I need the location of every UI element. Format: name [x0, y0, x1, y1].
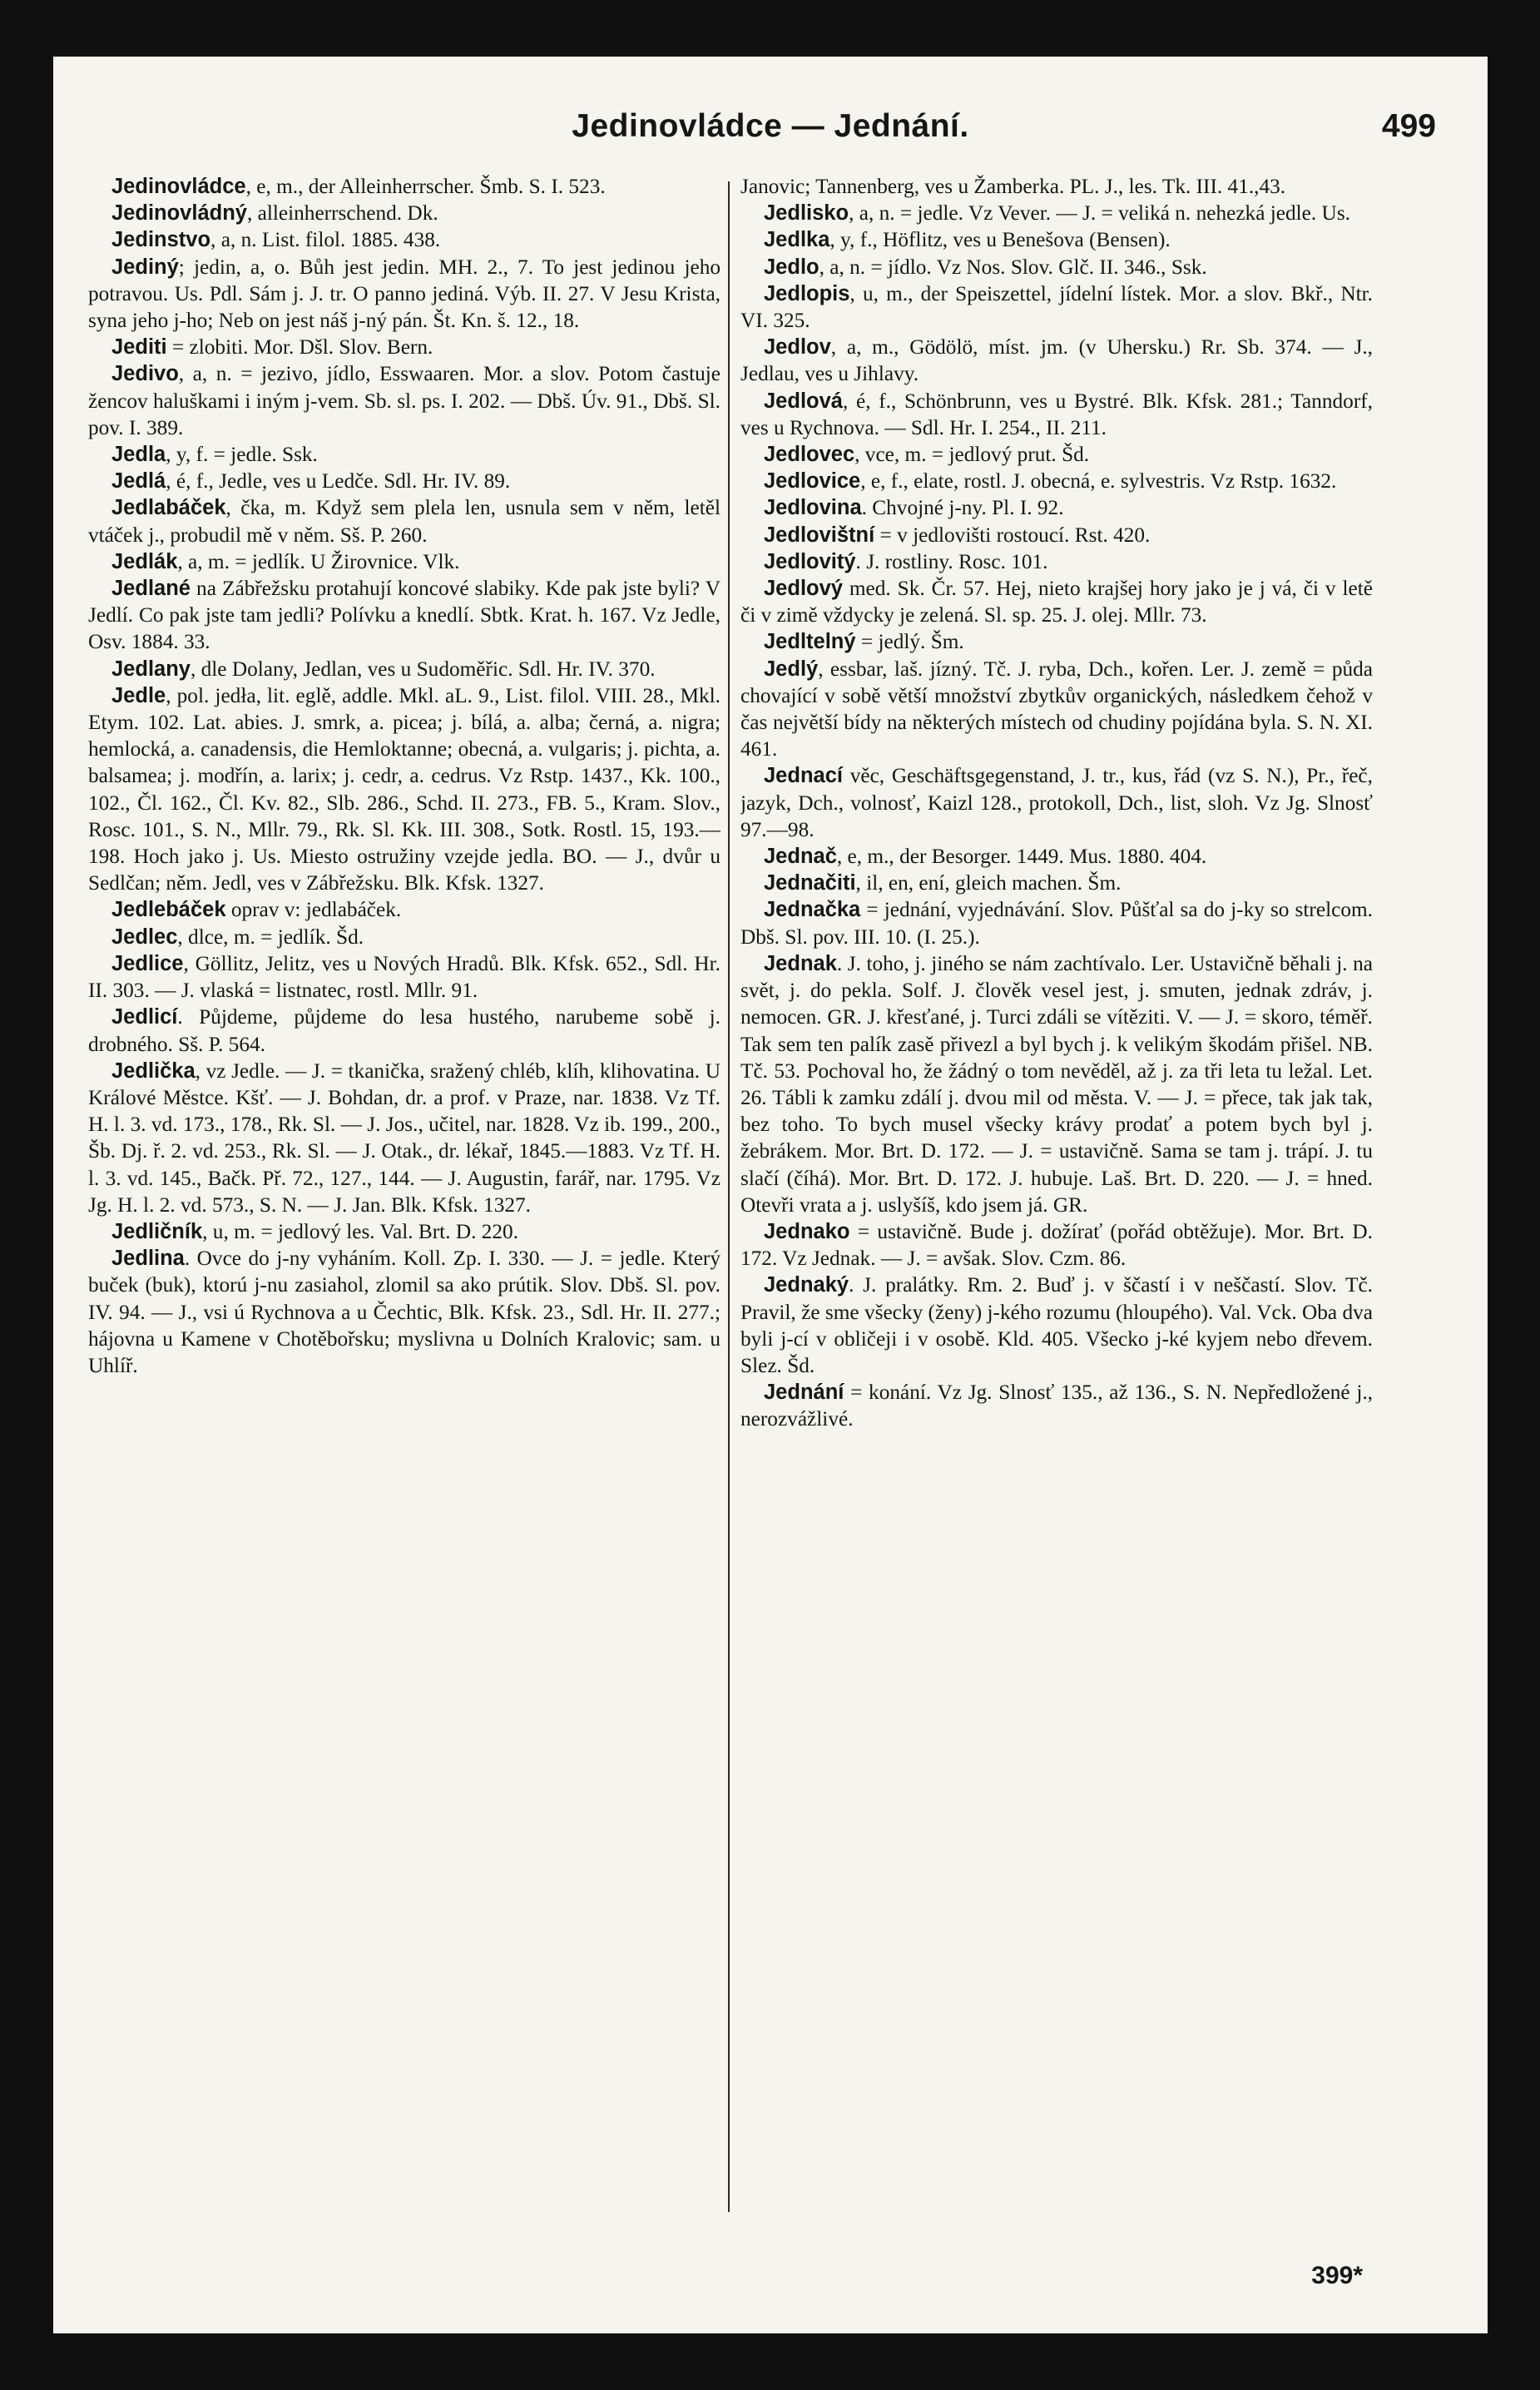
dictionary-entry	[88, 896, 720, 923]
entry-headword: Jediný	[111, 255, 179, 279]
dictionary-entry	[740, 468, 1373, 494]
dictionary-entry	[88, 1245, 720, 1379]
entry-text: med. Sk. Čr. 57. Hej, nieto krajšej hory jako je j vá, či v letě či v zimě vždycky je zelená. Sl. sp. 25. J. olej. Mllr. 73.	[740, 577, 1373, 627]
dictionary-entry	[740, 896, 1373, 950]
entry-text: , alleinherrschend. Dk.	[246, 201, 438, 226]
dictionary-entry	[740, 494, 1373, 521]
dictionary-entry	[88, 656, 720, 682]
entry-text: . Ovce do j-ny vyháním. Koll. Zp. I. 330. — J. = jedle. Který buček (buk), ktorú j-nu zasiahol, zlomil sa ako prútik. Slov. Dbš. Sl. pov. IV. 94. — J., vsi ú Rychnova a u Čechtic, Blk. Kfsk. 23., Sdl. Hr. II. 277.; hájovna u Kamene v Chotěbořsku; myslivna u Dolních Kralovic; sam. u Uhlíř.	[88, 1247, 720, 1377]
entry-headword: Jedinstvo	[111, 228, 211, 252]
dictionary-entry	[88, 1058, 720, 1218]
entry-headword: Jedlovec	[764, 443, 855, 467]
entry-headword: Jedla	[111, 443, 166, 467]
dictionary-entry	[88, 441, 720, 468]
entry-headword: Jednač	[764, 845, 837, 869]
dictionary-entry	[740, 870, 1373, 896]
entry-headword: Jedlovitý	[764, 549, 856, 573]
entry-headword: Jediti	[111, 335, 167, 359]
dictionary-entry	[740, 522, 1373, 548]
dictionary-entry	[740, 441, 1373, 468]
entry-headword: Jedlá	[111, 469, 166, 493]
entry-headword: Jedlicí	[111, 1005, 178, 1029]
entry-text: , il, en, ení, gleich machen. Šm.	[855, 871, 1122, 895]
entry-headword: Jedlo	[764, 255, 820, 279]
entry-headword: Jednačiti	[764, 871, 856, 895]
entry-text: , dle Dolany, Jedlan, ves u Sudoměřic. Sdl. Hr. IV. 370.	[190, 657, 656, 681]
entry-headword: Jedivo	[111, 362, 179, 386]
entry-text: = v jedlovišti rostoucí. Rst. 420.	[874, 523, 1151, 547]
entry-text: , vz Jedle. — J. = tkanička, sražený chléb, klíh, klihovatina. U Králové Městce. Kšť. — J. Bohdan, dr. a prof. v Praze, nar. 1838. Vz Tf. H. l. 3. vd. 173., 178., Rk. Sl. — J. Jos., učitel, nar. 1828. Vz ib. 199., 200., Šb. Dj. ř. 2. vd. 253., Rk. Sl. — J. Otak., dr. lékař, 1845.—1883. Vz Tf. H. l. 3. vd. 145., Bačk. Př. 72., 127., 144. — J. Augustin, farář, nar. 1795. Vz Jg. H. l. 2. vd. 573., S. N. — J. Jan. Blk. Kfsk. 1327.	[88, 1059, 720, 1217]
entry-text: = jedlý. Šm.	[855, 630, 964, 654]
entry-text: = ustavičně. Bude j. dožírať (pořád obtěžuje). Mor. Brt. D. 172. Vz Jednak. — J. = avšak. Slov. Czm. 86.	[740, 1219, 1373, 1271]
dictionary-entry	[740, 575, 1373, 628]
entry-text: , e, m., der Alleinherrscher. Šmb. S. I. 523.	[245, 175, 606, 198]
entry-headword: Jednací	[764, 764, 843, 788]
entry-text: , pol. jedła, lit. eglě, addle. Mkl. aL. 9., List. filol. VIII. 28., Mkl. Etym. 102. Lat. abies. J. smrk, a. picea; j. bílá, a. alba; černá, a. nigra; hemlocká, a. canadensis, die Hemloktanne; obecná, a. vulgaris; j. pichta, a. balsamea; j. modřín, a. larix; j. cedr, a. cedrus. Vz Rstp. 1437., Kk. 100., 102., Čl. 162., Čl. Kv. 82., Slb. 286., Schd. II. 273., FB. 5., Kram. Slov., Rosc. 101., S. N., Mllr. 79., Rk. Sl. Kk. III. 308., Sotk. Rostl. 15, 193.—198. Hoch jako j. Us. Miesto ostružiny vzejde jedla. BO. — J., dvůr u Sedlčan; něm. Jedl, ves v Zábřežsku. Blk. Kfsk. 1327.	[88, 683, 720, 895]
entry-text: = konání. Vz Jg. Slnosť 135., až 136., S. N. Nepředložené j., nerozvážlivé.	[740, 1381, 1373, 1431]
dictionary-entry	[88, 1004, 720, 1057]
entry-text: , u, m. = jedlový les. Val. Brt. D. 220.	[202, 1219, 519, 1243]
dictionary-entry	[88, 254, 720, 335]
entry-text: , a, n. = jídlo. Vz Nos. Slov. Glč. II. 346., Ssk.	[819, 255, 1207, 279]
entry-text: Janovic; Tannenberg, ves u Žamberka. PL. J., les. Tk. III. 41.,43.	[740, 175, 1286, 198]
entry-text: na Zábřežsku protahují koncové slabiky. Kde pak jste byli? V Jedlí. Co pak jste tam jedli? Polívku a knedlí. Sbtk. Krat. h. 167. Vz Jedle, Osv. 1884. 33.	[88, 577, 720, 654]
entry-text: = jednání, vyjednávání. Slov. Půšťal sa do j-ky so strelcom. Dbš. Sl. pov. III. 10. (I. 25.).	[740, 898, 1373, 949]
entry-text: , e, m., der Besorger. 1449. Mus. 1880. 404.	[836, 845, 1207, 869]
entry-text: , a, n. = jedle. Vz Vever. — J. = veliká n. nehezká jedle. Us.	[849, 201, 1350, 226]
entry-text: , dlce, m. = jedlík. Šd.	[177, 925, 364, 949]
dictionary-entry	[88, 548, 720, 575]
dictionary-entry	[740, 762, 1373, 843]
entry-headword: Jedlina	[111, 1247, 185, 1271]
entry-text: . J. pralátky. Rm. 2. Buď j. v ščastí i v neščastí. Slov. Tč. Pravil, že sme všecky (ženy) j-kého rozumu (hloupého). Val. Vck. Oba dva byli j-cí v obličeji i v osobě. Kld. 405. Všecko j-ké kyjem nebo dřevem. Slez. Šd.	[740, 1273, 1373, 1377]
entry-headword: Jedlový	[764, 577, 843, 601]
entry-headword: Jedlice	[111, 951, 184, 975]
entry-headword: Jednaký	[764, 1273, 849, 1297]
dictionary-entry	[88, 173, 720, 200]
entry-text: oprav v: jedlabáček.	[225, 898, 402, 922]
dictionary-entry	[88, 494, 720, 548]
entry-text: , essbar, laš. jízný. Tč. J. ryba, Dch., kořen. Ler. J. země = půda chovající v sobě větší množství zbytkův organických, následkem čehož v čas největší bídy na některých místech od chudiny pojídána byla. S. N. XI. 461.	[740, 657, 1373, 761]
entry-text: . Půjdeme, půjdeme do lesa hustého, narubeme sobě j. drobného. Sš. P. 564.	[88, 1005, 720, 1056]
entry-headword: Jedltelný	[764, 630, 856, 654]
dictionary-entry	[88, 360, 720, 441]
entry-text: , y, f. = jedle. Ssk.	[166, 443, 318, 467]
column-divider	[728, 181, 730, 2212]
dictionary-entry	[740, 1379, 1373, 1432]
entry-headword: Jedlka	[764, 228, 830, 252]
entry-headword: Jedinovládce	[111, 175, 246, 198]
entry-headword: Jednako	[764, 1219, 850, 1243]
entry-text: , a, m., Gödölö, míst. jm. (v Uhersku.) Rr. Sb. 374. — J., Jedlau, ves u Jihlavy.	[740, 335, 1373, 386]
dictionary-entry	[740, 548, 1373, 575]
entry-text: , é, f., Jedle, ves u Ledče. Sdl. Hr. IV. 89.	[166, 469, 511, 493]
entry-headword: Jednačka	[764, 898, 861, 922]
entry-text: , e, f., elate, rostl. J. obecná, e. sylvestris. Vz Rstp. 1632.	[860, 469, 1337, 493]
entry-headword: Jedlák	[111, 549, 178, 573]
dictionary-entry	[740, 254, 1373, 280]
entry-headword: Jedlovice	[764, 469, 861, 493]
running-head: Jedinovládce — Jednání.	[572, 108, 969, 144]
entry-headword: Jedlová	[764, 389, 843, 413]
entry-headword: Jedlý	[764, 657, 819, 681]
entry-headword: Jedlopis	[764, 281, 850, 305]
entry-text: , Göllitz, Jelitz, ves u Nových Hradů. Blk. Kfsk. 652., Sdl. Hr. II. 303. — J. vlaská = listnatec, rostl. Mllr. 91.	[88, 951, 720, 1003]
dictionary-entry	[88, 924, 720, 950]
dictionary-entry	[88, 200, 720, 226]
entry-text: , é, f., Schönbrunn, ves u Bystré. Blk. Kfsk. 281.; Tanndorf, ves u Rychnova. — Sdl. Hr. I. 254., II. 211.	[740, 389, 1373, 439]
dictionary-entry	[740, 656, 1373, 763]
dictionary-page	[53, 57, 1488, 2333]
entry-headword: Jedle	[111, 683, 166, 707]
entry-text: . Chvojné j-ny. Pl. I. 92.	[861, 496, 1064, 520]
dictionary-entry	[88, 950, 720, 1004]
dictionary-entry	[740, 280, 1373, 334]
dictionary-entry	[88, 575, 720, 656]
entry-headword: Jedlané	[111, 577, 191, 601]
page-number: 499	[1381, 108, 1436, 144]
entry-text: , a, n. = jezivo, jídlo, Esswaaren. Mor. a slov. Potom častuje žencov haluškami i iným j-vem. Sb. sl. ps. I. 202. — Dbš. Úv. 91., Dbš. Sl. pov. I. 389.	[88, 362, 720, 439]
dictionary-entry	[740, 1218, 1373, 1272]
dictionary-entry	[740, 1272, 1373, 1379]
entry-text: , a, n. List. filol. 1885. 438.	[210, 228, 441, 252]
dictionary-entry	[740, 950, 1373, 1218]
dictionary-entry	[88, 468, 720, 494]
dictionary-entry	[88, 1218, 720, 1245]
dictionary-entry	[88, 682, 720, 897]
entry-headword: Jedlička	[111, 1059, 196, 1083]
entry-text: , vce, m. = jedlový prut. Šd.	[854, 443, 1090, 467]
entry-text: = zlobiti. Mor. Dšl. Slov. Bern.	[166, 335, 433, 359]
entry-headword: Jedlabáček	[111, 496, 226, 520]
entry-headword: Jedlovina	[764, 496, 862, 520]
dictionary-entry	[88, 334, 720, 360]
dictionary-entry	[740, 226, 1373, 253]
entry-headword: Jedinovládný	[111, 201, 247, 226]
entry-text: ; jedin, a, o. Bůh jest jedin. MH. 2., 7. To jest jedinou jeho potravou. Us. Pdl. Sám j. J. tr. O panno jediná. Výb. II. 27. V Jesu Krista, syna jeho j-ho; Neb on jest náš j-ný pán. Št. Kn. š. 12., 18.	[88, 255, 720, 333]
entry-headword: Jedlec	[111, 925, 178, 949]
entry-headword: Jedličník	[111, 1219, 203, 1243]
dictionary-entry	[740, 334, 1373, 387]
dictionary-entry	[740, 628, 1373, 655]
entry-text: , čka, m. Když sem plela len, usnula sem v něm, letěl vtáček j., probudil mě v něm. Sš. P. 260.	[88, 496, 720, 547]
entry-text: , y, f., Höflitz, ves u Benešova (Bensen).	[829, 228, 1171, 252]
printer-signature: 399*	[1311, 2262, 1363, 2289]
dictionary-entry	[740, 173, 1373, 200]
entry-headword: Jedlovištní	[764, 523, 875, 547]
right-column	[740, 173, 1373, 2237]
entry-headword: Jednak	[764, 951, 837, 975]
dictionary-entry	[740, 388, 1373, 441]
entry-text: . J. rostliny. Rosc. 101.	[855, 549, 1048, 573]
entry-headword: Jedlov	[764, 335, 831, 359]
entry-text: . J. toho, j. jiného se nám zachtívalo. Ler. Ustavičně běhali j. na svět, j. do pekla. Solf. J. člověk vesel jest, j. smuten, jednak zdráv, j. nemocen. GR. J. křesťané, j. Turci zdáli se vítěziti. V. — J. = skoro, téměř. Tak sem ten palík zasě přivezl a byl bych j. k velikým škodám přišel. NB. Tč. 53. Pochoval ho, že žádný o tom nevěděl, až j. za tři leta tu ležal. Let. 26. Tábli k zamku zdálí j. dvou mil od města. V. — J. = přece, tak jak tak, bez toho. To bych musel všecky krávy prodať a potem bych byl j. žebrákem. Mor. Brt. D. 172. — J. = ustavičně. Sama se tam j. trápí. J. tu slačí (číhá). Mor. Brt. D. 172. J. hubuje. Laš. Brt. D. 220. — J. = hned. Otevři vrata a j. uslyšíš, kdo jsem já. GR.	[740, 951, 1373, 1217]
entry-headword: Jedlany	[111, 657, 191, 681]
entry-text: , a, m. = jedlík. U Žirovnice. Vlk.	[177, 549, 460, 573]
entry-headword: Jedlisko	[764, 201, 849, 226]
dictionary-entry	[740, 843, 1373, 870]
entry-text: věc, Geschäftsgegenstand, J. tr., kus, řád (vz S. N.), Pr., řeč, jazyk, Dch., volnosť, Kaizl 128., protokoll, Dch., list, sloh. Vz Jg. Slnosť 97.—98.	[740, 764, 1373, 841]
dictionary-entry	[88, 226, 720, 253]
entry-headword: Jednání	[764, 1381, 844, 1405]
entry-headword: Jedlebáček	[111, 898, 226, 922]
left-column	[88, 173, 720, 2237]
entry-text: , u, m., der Speiszettel, jídelní lístek. Mor. a slov. Bkř., Ntr. VI. 325.	[740, 281, 1373, 333]
dictionary-entry	[740, 200, 1373, 226]
